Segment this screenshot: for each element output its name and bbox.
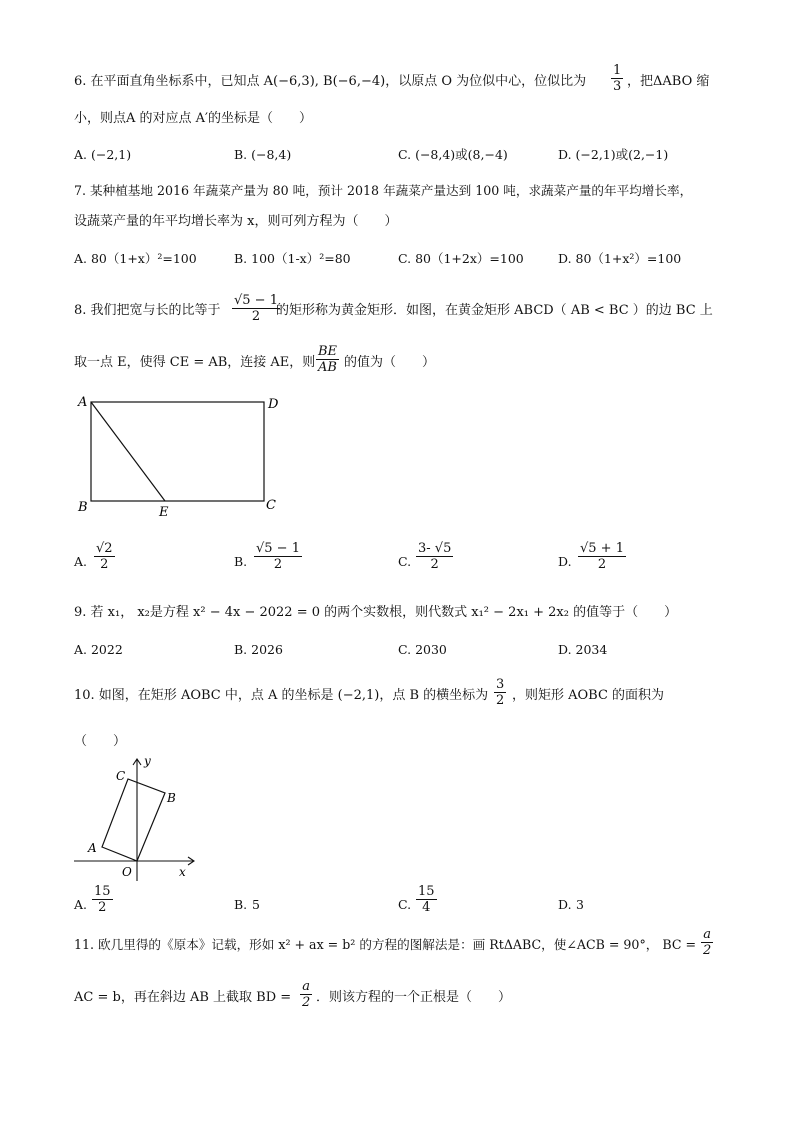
- q10-option-a-num: 15: [94, 884, 111, 899]
- q8-option-c-num: 3- √5: [418, 541, 452, 556]
- q8-golden-rectangle-figure: [70, 390, 290, 520]
- q8-ratio-num: BE: [318, 344, 338, 359]
- q8-line2-head: 取一点 E，使得 CE = AB，连接 AE，则: [74, 355, 316, 370]
- q9-option-d: D. 2034: [558, 642, 608, 657]
- q9-option-b: B. 2026: [234, 642, 283, 657]
- q10-option-d-label: D.: [558, 897, 572, 912]
- q8-option-d-num: √5 + 1: [580, 541, 624, 556]
- q6-ratio-den: 3: [613, 79, 622, 94]
- q6-option-a: A. (−2,1): [74, 147, 132, 162]
- q8-ratio-den: AB: [318, 360, 337, 375]
- label-c: C: [116, 769, 126, 783]
- segment-ae: [91, 402, 165, 501]
- q7-option-a: A. 80（1+x）²=100: [74, 251, 197, 266]
- q8-option-c-den: 2: [430, 557, 439, 572]
- q11-bc-num: a: [701, 927, 713, 943]
- q11-bc-fraction: [701, 927, 713, 958]
- q7-line2: 设蔬菜产量的年平均增长率为 x，则可列方程为（ ）: [74, 214, 398, 229]
- q9-option-c: C. 2030: [398, 642, 447, 657]
- q8-option-b-num: √5 − 1: [256, 541, 300, 556]
- q8-option-c-label: C.: [398, 554, 412, 569]
- q10-frac-num: 3: [496, 677, 505, 692]
- label-a: A: [78, 395, 88, 410]
- q8-option-a-fraction: [94, 541, 115, 572]
- q11-bd-fraction: [300, 979, 312, 1010]
- q6-ratio-num: 1: [613, 63, 622, 78]
- q6-line1: 6. 在平面直角坐标系中，已知点 A(−6,3), B(−6,−4)，以原点 O 为位似中心，位似比为: [74, 74, 587, 89]
- q8-golden-num: √5 − 1: [234, 293, 278, 308]
- label-b: B: [167, 791, 176, 805]
- q8-option-b-den: 2: [273, 557, 283, 572]
- q8-line2-tail: 的值为（ ）: [344, 355, 436, 370]
- q6-line2: 小，则点A 的对应点 A′的坐标是（ ）: [74, 111, 312, 126]
- label-c: C: [266, 498, 276, 513]
- q8-line1-head: 8. 我们把宽与长的比等于: [74, 303, 221, 318]
- rectangle-abcd: [91, 402, 264, 501]
- q8-golden-den: 2: [251, 309, 261, 324]
- q8-option-b-label: B.: [234, 554, 248, 569]
- q10-option-b-value: 5: [252, 897, 260, 912]
- q11-line1: 11. 欧几里得的《原本》记载，形如 x² + ax = b² 的方程的图解法是：画 RtΔABC，使∠ACB = 90°， BC =: [74, 937, 697, 952]
- q8-option-d-fraction: [578, 541, 626, 572]
- q10-frac-den: 2: [496, 693, 505, 708]
- q10-option-a-den: 2: [98, 900, 107, 915]
- label-x: x: [179, 865, 186, 879]
- q8-option-c-fraction: [416, 541, 453, 572]
- q11-bc-den: 2: [703, 943, 712, 958]
- q7-option-b: B. 100（1-x）²=80: [234, 251, 351, 266]
- q10-option-c-label: C.: [398, 897, 412, 912]
- label-d: D: [268, 397, 279, 412]
- q6-option-b: B. (−8,4): [234, 147, 292, 162]
- q10-option-d-value: 3: [576, 897, 584, 912]
- q10-option-c-den: 4: [422, 900, 431, 915]
- q8-line1-tail: 的矩形称为黄金矩形．如图，在黄金矩形 ABCD（ AB < BC ）的边 BC 上: [276, 303, 713, 318]
- q10-option-a-label: A.: [74, 897, 88, 912]
- q11-bd-num: a: [300, 979, 312, 995]
- label-b: B: [78, 500, 88, 515]
- q7-option-c: C. 80（1+2x）=100: [398, 251, 524, 266]
- q10-line1-head: 10. 如图，在矩形 AOBC 中，点 A 的坐标是 (−2,1)，点 B 的横坐标为: [74, 688, 489, 703]
- q9-option-a: A. 2022: [74, 642, 123, 657]
- q10-rectangle-coordinate-figure: [70, 755, 200, 885]
- label-y: y: [144, 755, 151, 768]
- q11-line2-head: AC = b，再在斜边 AB 上截取 BD =: [74, 990, 292, 1005]
- label-a: A: [88, 841, 97, 855]
- q10-line1-tail: ，则矩形 AOBC 的面积为: [512, 688, 665, 703]
- q8-golden-fraction: [232, 293, 280, 324]
- q8-option-d-den: 2: [597, 557, 607, 572]
- q7-option-d: D. 80（1+x²）=100: [558, 251, 682, 266]
- q10-option-c-fraction: [416, 884, 437, 915]
- label-o: O: [122, 865, 132, 879]
- q6-ratio-fraction: [611, 63, 623, 94]
- q10-option-a-fraction: [92, 884, 113, 915]
- q6-option-c: C. (−8,4)或(8,−4): [398, 147, 508, 162]
- q10-line2: （ ）: [74, 734, 127, 749]
- q8-option-a-den: 2: [100, 557, 109, 572]
- q8-option-d-label: D.: [558, 554, 572, 569]
- q8-option-a-num: √2: [96, 541, 113, 556]
- q7-line1: 7. 某种植基地 2016 年蔬菜产量为 80 吨，预计 2018 年蔬菜产量达到 100 吨，求蔬菜产量的年平均增长率，: [74, 183, 693, 198]
- q11-bd-den: 2: [302, 995, 311, 1010]
- q9-line1: 9. 若 x₁， x₂是方程 x² − 4x − 2022 = 0 的两个实数根，则代数式 x₁² − 2x₁ + 2x₂ 的值等于（ ）: [74, 605, 678, 620]
- label-e: E: [159, 505, 169, 520]
- q10-b-abscissa-fraction: [494, 677, 506, 708]
- q10-option-c-num: 15: [418, 884, 435, 899]
- q10-option-b-label: B.: [234, 897, 248, 912]
- q8-option-b-fraction: [254, 541, 302, 572]
- q6-line1-tail: ，把ΔABO 缩: [627, 74, 710, 89]
- q6-option-d: D. (−2,1)或(2,−1): [558, 147, 669, 162]
- q11-line2-tail: ．则该方程的一个正根是（ ）: [316, 990, 512, 1005]
- rectangle-aobc: [102, 779, 165, 861]
- q8-option-a-label: A.: [74, 554, 88, 569]
- q8-ratio-fraction: [316, 344, 339, 375]
